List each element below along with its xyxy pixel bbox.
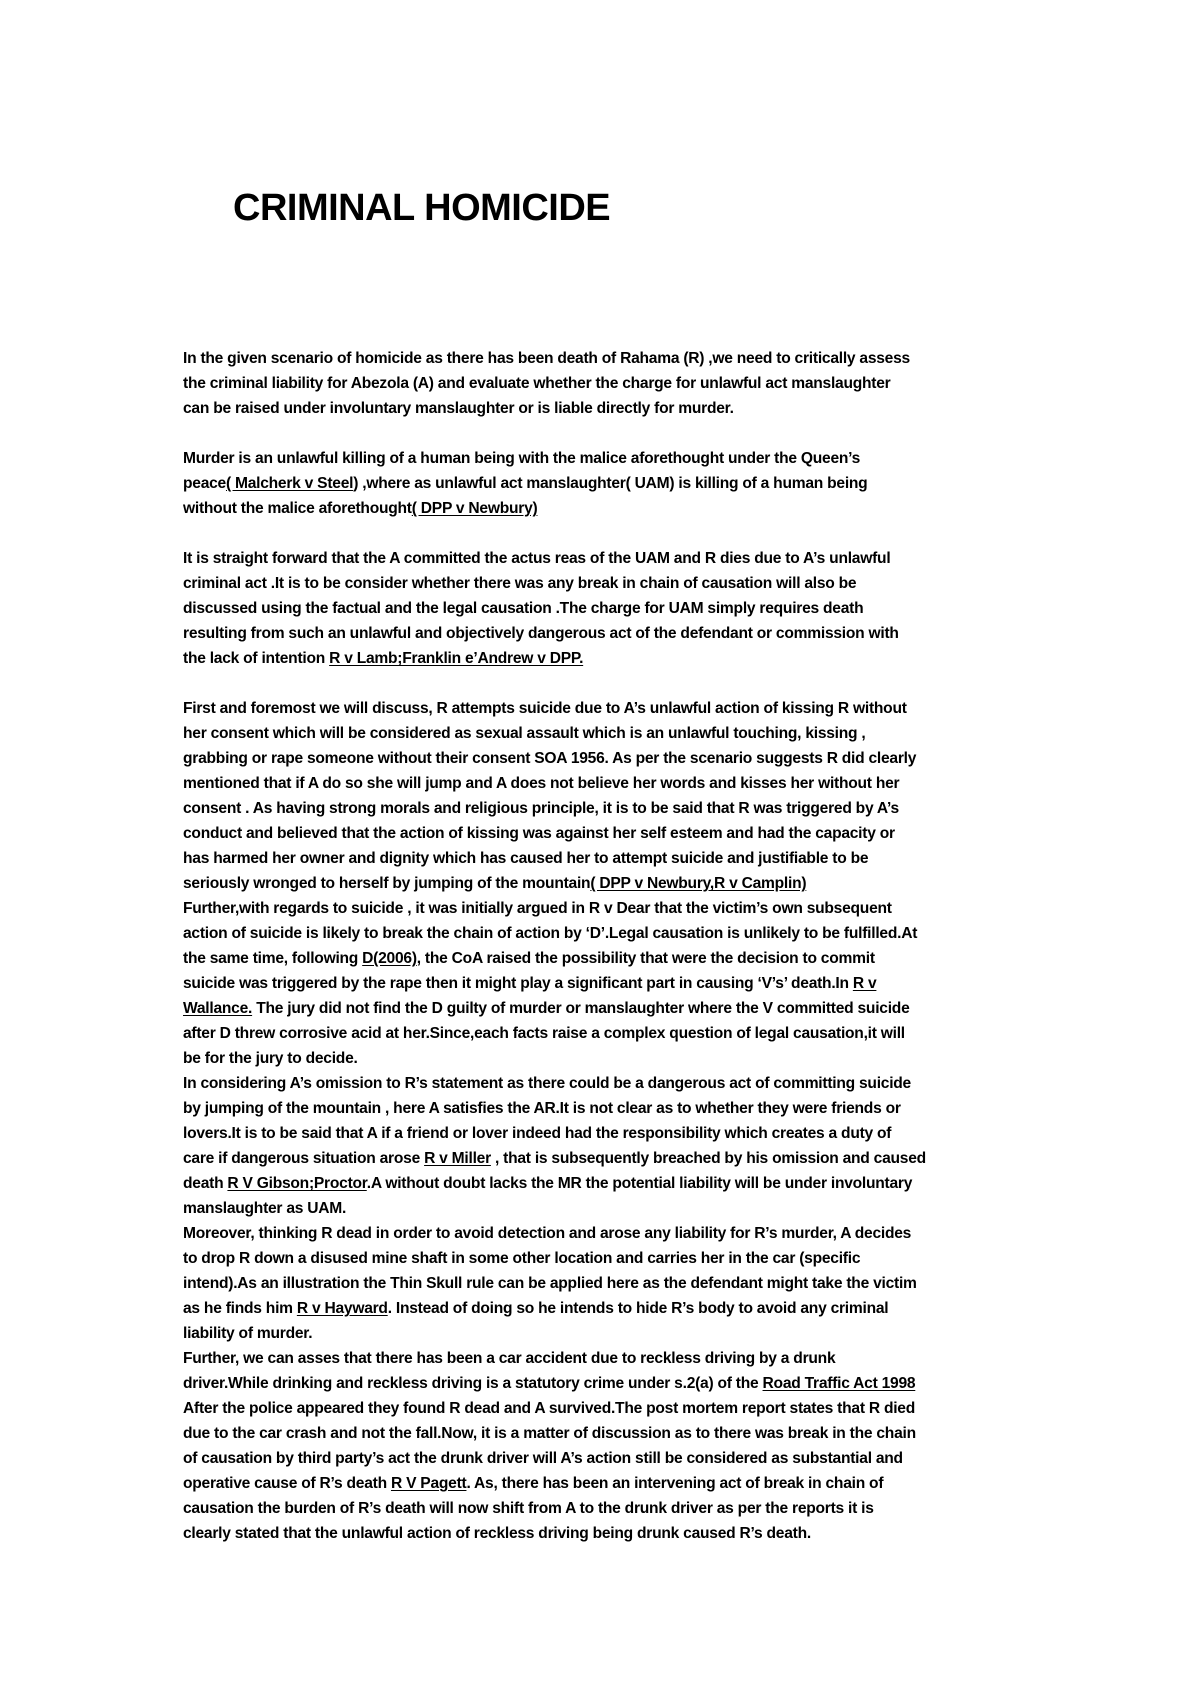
text-segment: Further,with regards to suicide , it was initially argued in R v Dear that the victim’s own subsequent: [183, 900, 892, 917]
text-line: [183, 346, 1023, 371]
text-line: [183, 1421, 1023, 1446]
text-segment: after D threw corrosive acid at her.Since,each facts raise a complex question of legal causation,it will: [183, 1025, 905, 1042]
text-line: [183, 496, 1023, 521]
text-line: [183, 1146, 1023, 1171]
text-line: [183, 921, 1023, 946]
text-line: [183, 1271, 1023, 1296]
text-line: [183, 896, 1023, 921]
text-segment: Moreover, thinking R dead in order to avoid detection and arose any liability for R’s murder, A decides: [183, 1225, 912, 1242]
text-line: [183, 946, 1023, 971]
text-segment: care if dangerous situation arose: [183, 1150, 425, 1167]
text-segment: causation the burden of R’s death will now shift from A to the drunk driver as per the reports it is: [183, 1500, 874, 1517]
text-segment: due to the car crash and not the fall.Now, it is a matter of discussion as to there was break in the chain: [183, 1425, 916, 1442]
text-segment: peace: [183, 475, 226, 492]
case-citation: R V Gibson;Proctor: [227, 1175, 367, 1192]
text-line: [183, 1246, 1023, 1271]
text-segment: by jumping of the mountain , here A satisfies the AR.It is not clear as to whether they were friends or: [183, 1100, 901, 1117]
text-segment: grabbing or rape someone without their consent SOA 1956. As per the scenario suggests R did clearly: [183, 750, 917, 767]
text-segment: criminal act .It is to be consider whether there was any break in chain of causation will also be: [183, 575, 857, 592]
text-segment: intend).As an illustration the Thin Skull rule can be applied here as the defendant might take the victim: [183, 1275, 917, 1292]
body-paragraph: [183, 446, 1023, 521]
text-line: [183, 1071, 1023, 1096]
text-segment: death: [183, 1175, 228, 1192]
text-segment: to drop R down a disused mine shaft in some other location and carries her in the car (specific: [183, 1250, 861, 1267]
text-segment: The jury did not find the D guilty of murder or manslaughter where the V committed suicide: [252, 1000, 910, 1017]
text-segment: .A without doubt lacks the MR the potential liability will be under involuntary: [366, 1175, 913, 1192]
text-segment: of causation by third party’s act the drunk driver will A’s action still be considered as substantial and: [183, 1450, 903, 1467]
case-citation: R v Hayward: [296, 1300, 388, 1317]
text-segment: without the malice aforethought: [183, 500, 412, 517]
body-paragraph: [183, 546, 1023, 671]
text-segment: It is straight forward that the A committed the actus reas of the UAM and R dies due to A’s unlawful: [183, 550, 891, 567]
text-segment: be for the jury to decide.: [183, 1050, 358, 1067]
case-citation: D(2006): [362, 950, 417, 967]
text-segment: action of suicide is likely to break the chain of action by ‘D’.Legal causation is unlikely to be fulfilled.At: [183, 925, 918, 942]
text-line: [183, 1171, 1023, 1196]
text-line: [183, 1396, 1023, 1421]
text-segment: operative cause of R’s death: [183, 1475, 391, 1492]
document-body: [183, 346, 1023, 1546]
text-line: [183, 1446, 1023, 1471]
text-segment: resulting from such an unlawful and objectively dangerous act of the defendant or commission with: [183, 625, 899, 642]
case-citation: R V Pagett: [390, 1475, 467, 1492]
case-citation: R v Lamb;Franklin e’Andrew v DPP.: [329, 650, 584, 667]
text-line: [183, 1196, 1023, 1221]
text-segment: . As, there has been an intervening act of break in chain of: [466, 1475, 884, 1492]
text-line: [183, 1471, 1023, 1496]
text-line: [183, 1521, 1023, 1546]
text-line: [183, 1296, 1023, 1321]
text-segment: can be raised under involuntary manslaughter or is liable directly for murder.: [183, 400, 734, 417]
case-citation: R v Miller: [424, 1150, 491, 1167]
text-line: [183, 796, 1023, 821]
text-segment: In the given scenario of homicide as there has been death of Rahama (R) ,we need to critically assess: [183, 350, 910, 367]
text-line: [183, 1021, 1023, 1046]
text-line: [183, 396, 1023, 421]
text-line: [183, 1096, 1023, 1121]
text-segment: driver.While drinking and reckless driving is a statutory crime under s.2(a) of the: [183, 1375, 763, 1392]
case-citation: R v: [852, 975, 877, 992]
text-segment: has harmed her owner and dignity which has caused her to attempt suicide and justifiable to be: [183, 850, 869, 867]
text-segment: In considering A’s omission to R’s statement as there could be a dangerous act of committing suicide: [183, 1075, 911, 1092]
case-citation: ( DPP v Newbury,R v Camplin): [590, 875, 807, 892]
text-segment: mentioned that if A do so she will jump and A does not believe her words and kisses her without her: [183, 775, 900, 792]
text-segment: conduct and believed that the action of kissing was against her self esteem and had the capacity or: [183, 825, 895, 842]
body-paragraph: [183, 346, 1023, 421]
text-segment: Further, we can asses that there has been a car accident due to reckless driving by a drunk: [183, 1350, 836, 1367]
document-title: CRIMINAL HOMICIDE: [233, 187, 611, 229]
text-segment: ) ,where as unlawful act manslaughter( UAM) is killing of a human being: [353, 475, 868, 492]
case-citation: ( Malcherk v Steel: [225, 475, 354, 492]
text-line: [183, 1221, 1023, 1246]
text-segment: the same time, following: [183, 950, 363, 967]
text-segment: consent . As having strong morals and religious principle, it is to be said that R was triggered by A’s: [183, 800, 899, 817]
text-segment: discussed using the factual and the legal causation .The charge for UAM simply requires death: [183, 600, 864, 617]
text-segment: suicide was triggered by the rape then it might play a significant part in causing ‘V’s’ death.In: [183, 975, 853, 992]
body-paragraph: [183, 696, 1023, 1546]
text-segment: the lack of intention: [183, 650, 330, 667]
text-line: [183, 1321, 1023, 1346]
text-line: [183, 596, 1023, 621]
text-segment: Murder is an unlawful killing of a human being with the malice aforethought under the Queen’s: [183, 450, 861, 467]
text-segment: lovers.It is to be said that A if a friend or lover indeed had the responsibility which creates a duty of: [183, 1125, 892, 1142]
text-line: [183, 721, 1023, 746]
text-line: [183, 546, 1023, 571]
text-line: [183, 996, 1023, 1021]
text-segment: seriously wronged to herself by jumping of the mountain: [183, 875, 591, 892]
case-citation: Road Traffic Act 1998: [762, 1375, 916, 1392]
case-citation: ( DPP v Newbury): [411, 500, 538, 517]
text-line: [183, 621, 1023, 646]
text-line: [183, 371, 1023, 396]
text-line: [183, 646, 1023, 671]
text-line: [183, 971, 1023, 996]
text-segment: , the CoA raised the possibility that were the decision to commit: [416, 950, 875, 967]
text-segment: the criminal liability for Abezola (A) and evaluate whether the charge for unlawful act manslaughter: [183, 375, 891, 392]
text-line: [183, 821, 1023, 846]
text-segment: After the police appeared they found R dead and A survived.The post mortem report states that R died: [183, 1400, 915, 1417]
text-segment: clearly stated that the unlawful action of reckless driving being drunk caused R’s death.: [183, 1525, 811, 1542]
text-line: [183, 1121, 1023, 1146]
text-line: [183, 746, 1023, 771]
text-segment: First and foremost we will discuss, R attempts suicide due to A’s unlawful action of kissing R without: [183, 700, 907, 717]
text-segment: . Instead of doing so he intends to hide R’s body to avoid any criminal: [387, 1300, 889, 1317]
text-line: [183, 471, 1023, 496]
text-line: [183, 871, 1023, 896]
text-line: [183, 696, 1023, 721]
text-segment: manslaughter as UAM.: [183, 1200, 347, 1217]
text-line: [183, 1046, 1023, 1071]
text-line: [183, 446, 1023, 471]
text-line: [183, 846, 1023, 871]
text-line: [183, 771, 1023, 796]
text-segment: her consent which will be considered as sexual assault which is an unlawful touching, kissing ,: [183, 725, 866, 742]
case-citation: Wallance.: [183, 1000, 253, 1017]
text-segment: , that is subsequently breached by his omission and caused: [490, 1150, 926, 1167]
text-line: [183, 571, 1023, 596]
text-segment: liability of murder.: [183, 1325, 313, 1342]
text-segment: as he finds him: [183, 1300, 297, 1317]
text-line: [183, 1371, 1023, 1396]
text-line: [183, 1496, 1023, 1521]
text-line: [183, 1346, 1023, 1371]
